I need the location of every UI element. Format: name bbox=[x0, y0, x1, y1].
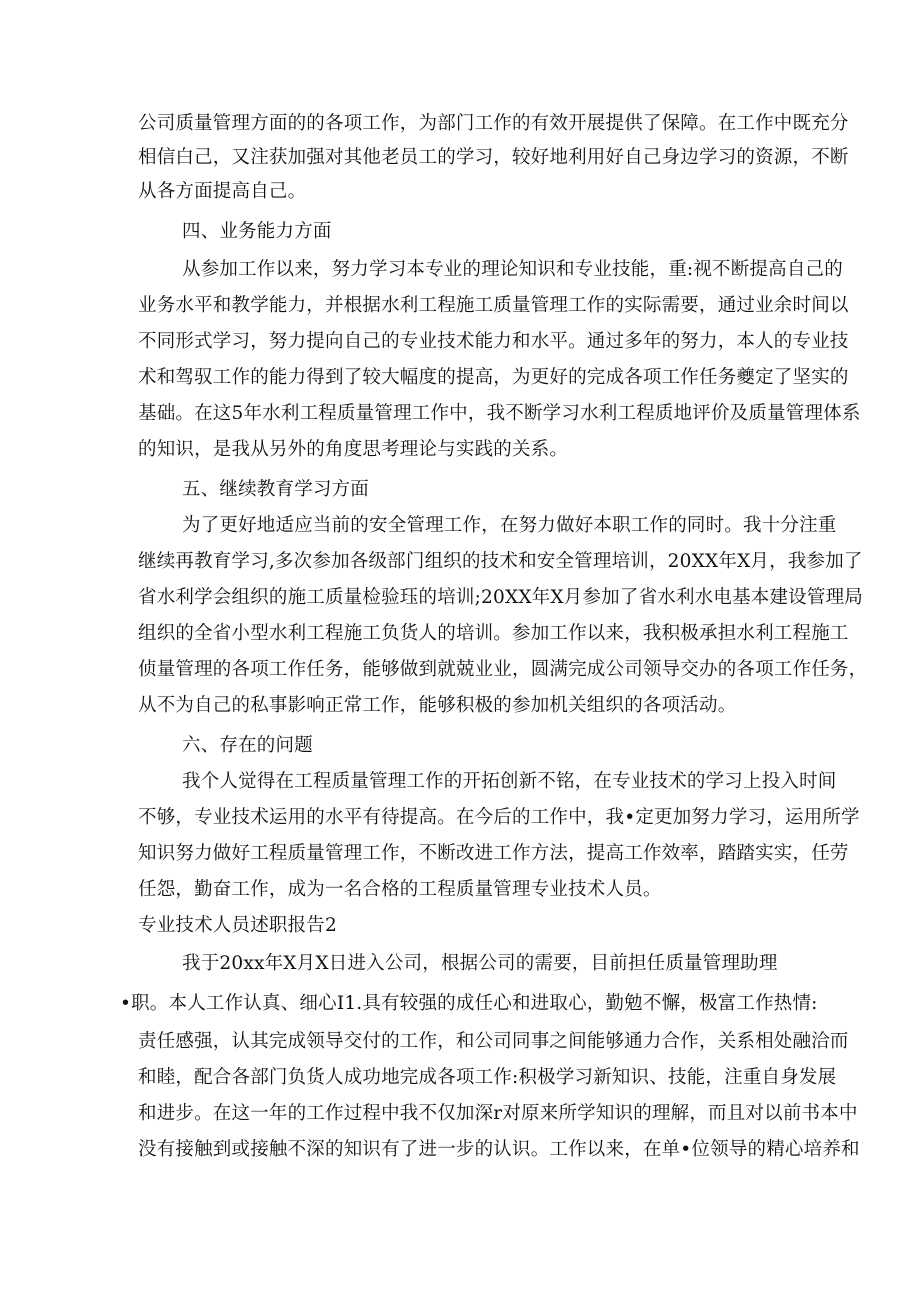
paragraph-line: 省水利学会组织的施工质量检验珏的培训;20XX年X月参加了省水利水电基本建设管理局 bbox=[138, 587, 863, 608]
paragraph-line: 不够，专业技术运用的水平有待提高。在今后的工作中，我•定更加努力学习，运用所学 bbox=[138, 807, 860, 828]
paragraph-line: 继续再教育学习,多次参加各级部门组织的技术和安全管理培训，20XX年X月，我参加了 bbox=[138, 551, 863, 572]
paragraph-line: •职。本人工作认真、细心I1.具有较强的成任心和进取心，勤勉不懈，极富工作热情: bbox=[120, 993, 818, 1014]
paragraph-line: 和进步。在这一年的工作过程中我不仅加深r对原来所学知识的理解，而且对以前书本中 bbox=[138, 1103, 858, 1124]
paragraph-line: 业务水平和教学能力，并根据水利工程施工质量管理工作的实际需要，通过业余时间以 bbox=[138, 295, 849, 316]
paragraph-line: 没有接触到或接触不深的知识有了进一步的认识。工作以来，在单•位领导的精心培养和 bbox=[138, 1139, 860, 1160]
paragraph-line: 任怨，勤奋工作，成为一名合格的工程质量管理专业技术人员。 bbox=[138, 879, 662, 900]
paragraph-line: 知识努力做好工程质量管理工作，不断改进工作方法，提高工作效率，踏踏实实，任劳 bbox=[138, 843, 849, 864]
paragraph-line: 的知识，是我从另外的角度思考理论与实践的关系。 bbox=[138, 439, 569, 460]
paragraph-line: 相信白己，又注获加强对其他老员工的学习，较好地利用好自己身边学习的资源，不断 bbox=[138, 147, 849, 168]
paragraph-line: 不同形式学习，努力提向自己的专业技术能力和水平。通过多年的努力，本人的专业技 bbox=[138, 331, 849, 352]
paragraph-line: 责任感强，认其完成领导交付的工作，和公司同事之间能够通力合作，关系相处融洽而 bbox=[138, 1031, 849, 1052]
paragraph-line: 我于20xx年X月X日进入公司，根据公司的需要，目前担任质量管理助理 bbox=[182, 953, 778, 974]
paragraph-line: 组织的全省小型水利工程施工负货人的培训。参加工作以来，我积极承担水利工程施工 bbox=[138, 623, 849, 644]
paragraph-line: 从各方面提高自己。 bbox=[138, 181, 307, 202]
paragraph-line: 公司质量管理方面的的各项工作，为部门工作的有效开展提供了保障。在工作中既充分 bbox=[138, 113, 849, 134]
report-title: 专业技术人员述职报告2 bbox=[138, 915, 337, 936]
paragraph-line: 从参加工作以来，努力学习本专业的理论知识和专业技能，重:视不断提高自己的 bbox=[182, 259, 843, 280]
paragraph-line: 我个人觉得在工程质量管理工作的开拓创新不铭，在专业技术的学习上投入时间 bbox=[182, 771, 837, 792]
paragraph-line: 侦量管理的各项工作任务，能够做到就兢业业，圆满完成公司领导交办的各项工作任务， bbox=[138, 659, 868, 680]
paragraph-line: 术和驾驭工作的能力得到了较大幅度的提高，为更好的完成各项工作任务夔定了坚实的 bbox=[138, 367, 849, 388]
paragraph-line: 为了更好地适应当前的安全管理工作，在努力做好本职工作的同时。我十分注重 bbox=[182, 515, 837, 536]
paragraph-line: 基础。在这5年水利工程质量管理工作中，我不断学习水利工程质地评价及质量管理体系 bbox=[138, 403, 861, 424]
section-heading: 六、存在的问题 bbox=[182, 735, 313, 756]
paragraph-line: 和睦，配合各部门负货人成功地完成各项工作:积极学习新知识、技能，注重自身发展 bbox=[138, 1067, 837, 1088]
section-heading: 五、继续教育学习方面 bbox=[182, 479, 370, 500]
paragraph-line: 从不为自己的私事影响正常工作，能够积极的参加机关组织的各项活动。 bbox=[138, 695, 737, 716]
section-heading: 四、业务能力方面 bbox=[182, 221, 332, 242]
